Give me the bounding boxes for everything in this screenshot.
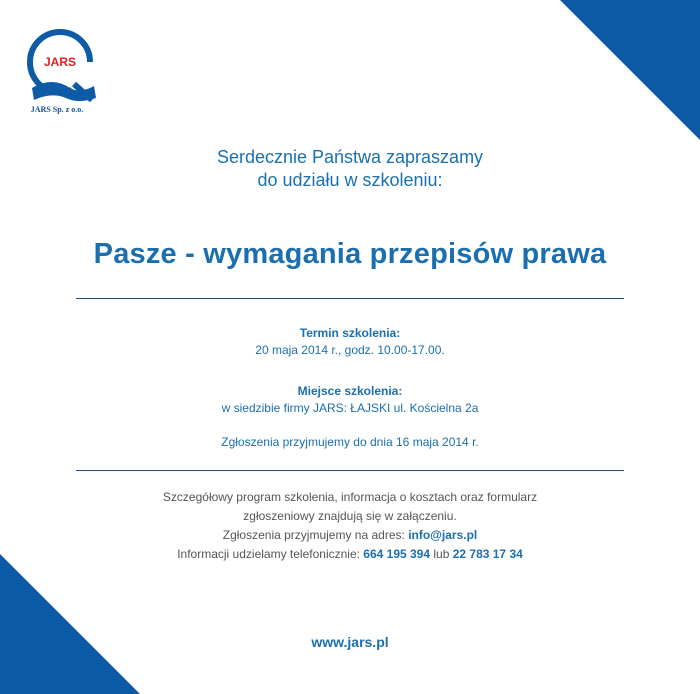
jars-logo: [22, 22, 102, 114]
details-line-3: [0, 526, 700, 545]
phone-prefix: Informacji udzielamy telefonicznie:: [177, 547, 364, 561]
jars-logo-mark: [22, 22, 102, 104]
invitation-line-1: Serdecznie Państwa zapraszamy: [216, 147, 484, 167]
phone-separator: lub: [430, 547, 453, 561]
details-line-4: [0, 545, 700, 564]
phone-1[interactable]: 664 195 394: [363, 547, 431, 561]
place-value: w siedzibie firmy JARS: ŁAJSKI ul. Kościelna 2a: [221, 401, 479, 415]
email-prefix: Zgłoszenia przyjmujemy na adres:: [222, 528, 409, 542]
divider-bottom: [76, 470, 624, 471]
details-line-2: zgłoszeniowy znajdują się w załączeniu.: [243, 509, 457, 523]
phone-2[interactable]: 22 783 17 34: [452, 547, 523, 561]
training-title: Pasze - wymagania przepisów prawa: [93, 238, 607, 270]
term-value: 20 maja 2014 r., godz. 10.00-17.00.: [255, 343, 445, 357]
corner-triangle-bottom-left: [0, 554, 140, 694]
term-block: [0, 325, 700, 359]
registration-deadline: Zgłoszenia przyjmujemy do dnia 16 maja 2014 r.: [221, 435, 479, 449]
details-line-1: Szczegółowy program szkolenia, informacja o kosztach oraz formularz: [162, 490, 538, 504]
company-name: JARS Sp. z o.o.: [30, 105, 84, 114]
website-link[interactable]: www.jars.pl: [311, 634, 389, 650]
invitation-text: [0, 146, 700, 192]
place-label: Miejsce szkolenia:: [297, 384, 403, 398]
divider-top: [76, 298, 624, 299]
place-block: [0, 383, 700, 417]
email-link[interactable]: info@jars.pl: [408, 528, 478, 542]
details-block: [0, 488, 700, 564]
term-label: Termin szkolenia:: [299, 326, 401, 340]
corner-triangle-top-right: [560, 0, 700, 140]
invitation-line-2: do udziału w szkoleniu:: [257, 170, 443, 190]
svg-text:JARS: JARS: [43, 55, 77, 69]
